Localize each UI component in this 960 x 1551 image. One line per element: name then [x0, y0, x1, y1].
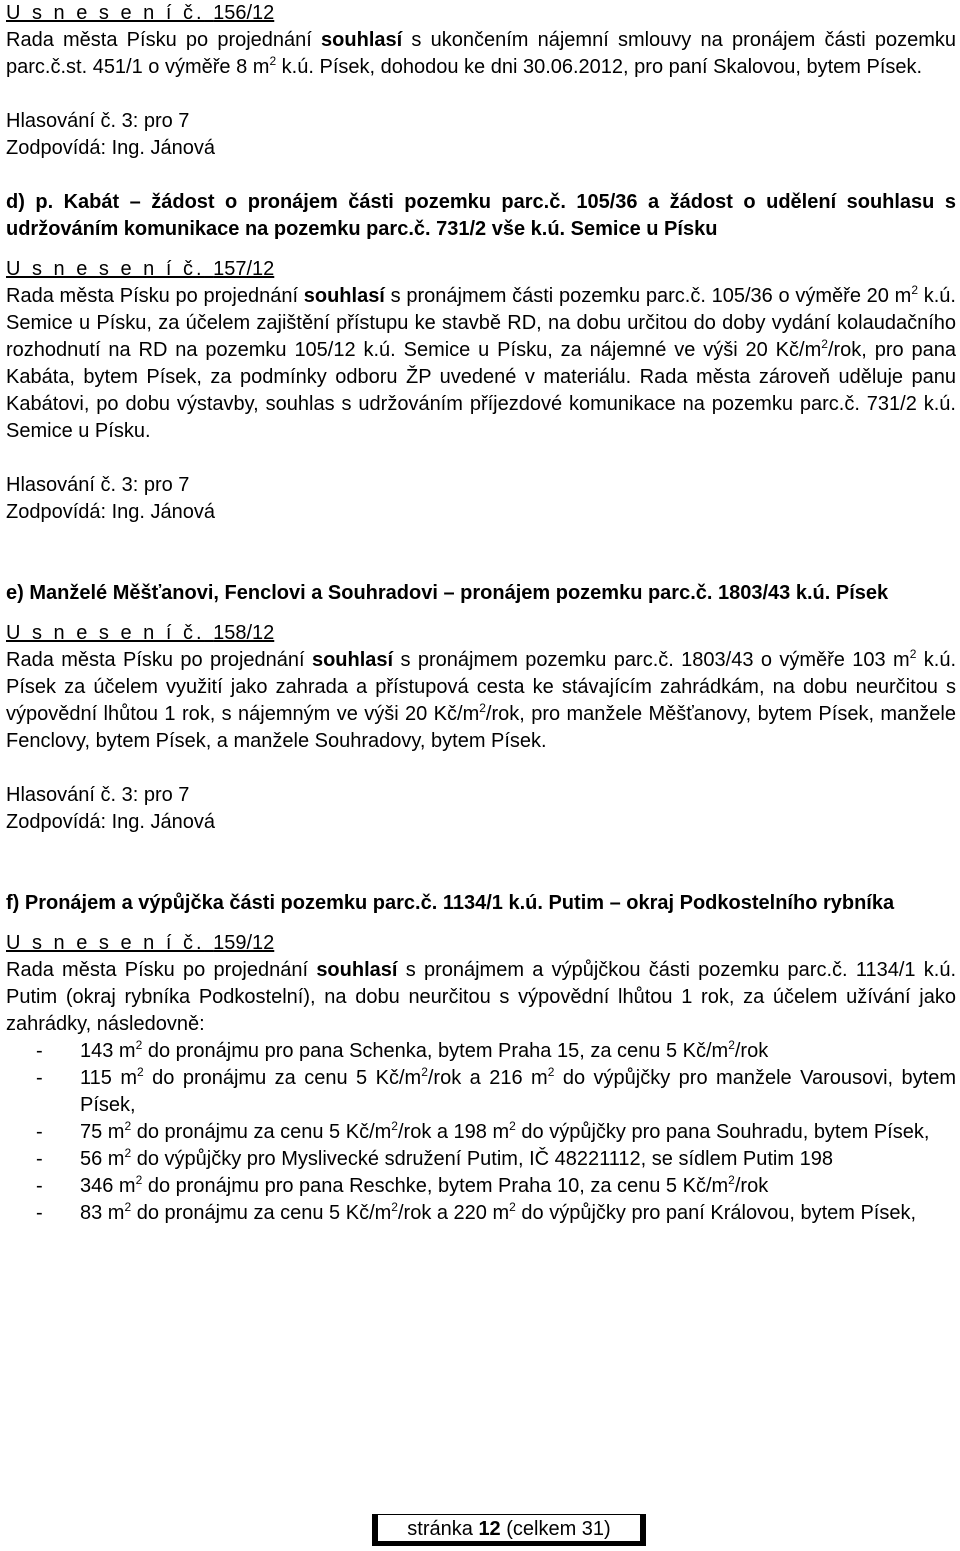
resolution-159: [6, 930, 956, 1227]
resolution-number: 156/12: [213, 2, 275, 24]
resolution-heading: [6, 256, 956, 283]
list-item: - 56 $m^2$ do výpůjčky pro Myslivecké sdružení Putim, IČ 48221112, se sídlem Putim 198: [36, 1146, 833, 1170]
page-number: 12: [478, 1518, 501, 1540]
resolution-157: [6, 256, 956, 526]
vote-line: Hlasování č. 3: pro 7: [6, 474, 190, 496]
list-item: - 346 $m^2$ do pronájmu pro pana Reschke, bytem Praha 10, za cenu 5 $Kč/m^2$/rok: [36, 1173, 769, 1197]
resolution-heading: [6, 930, 956, 957]
resolution-156: [6, 0, 956, 162]
resolution-label: U s n e s e n í č.: [6, 932, 205, 954]
responsible-line: Zodpovídá: Ing. Jánová: [6, 811, 216, 833]
list-item: - 115 $m^2$ do pronájmu za cenu 5 $Kč/m^2$/rok a 216 $m^2$ do výpůjčky pro manžele Varousovi, bytem Písek,: [36, 1065, 957, 1116]
resolution-heading: [6, 620, 956, 647]
resolution-heading: [6, 0, 956, 27]
resolution-text: Rada města Písku po projednání souhlasí s pronájmem části pozemku parc.č. 105/36 o výměře 20 $m^2$ k.ú. Semice u Písku, za účelem zajištění přístupu ke stavbě RD, na dobu určitou do doby vydání kolaudačního rozhodnutí na RD na pozemku 105/12 k.ú. Semice u Písku, za nájemné ve výši 20 $Kč/m^2$/rok, pro pana Kabáta, bytem Písek, za podmínky odboru ŽP uvedené v materiálu. Rada města zároveň uděluje panu Kabátovi, po dobu výstavby, souhlas s udržováním příjezdové komunikace na pozemku parc.č. 731/2 k.ú. Semice u Písku.: [6, 283, 956, 442]
vote-line: Hlasování č. 3: pro 7: [6, 784, 190, 806]
resolution-label: U s n e s e n í č.: [6, 258, 205, 280]
responsible-line: Zodpovídá: Ing. Jánová: [6, 501, 216, 523]
item-e-heading: e) Manželé Měšťanovi, Fenclovi a Souhradovi – pronájem pozemku parc.č. 1803/43 k.ú. Písek: [6, 582, 889, 604]
resolution-number: 157/12: [213, 258, 275, 280]
resolution-number: 158/12: [213, 622, 275, 644]
resolution-label: U s n e s e n í č.: [6, 622, 205, 644]
resolution-text: Rada města Písku po projednání souhlasí s ukončením nájemní smlouvy na pronájem části pozemku parc.č.st. 451/1 o výměře 8 $m^2$ k.ú. Písek, dohodou ke dni 30.06.2012, pro paní Skalovou, bytem Písek.: [6, 29, 956, 78]
vote-line: Hlasování č. 3: pro 7: [6, 110, 190, 132]
document-page: [6, 0, 956, 1227]
list-item: - 143 $m^2$ do pronájmu pro pana Schenka, bytem Praha 15, za cenu 5 $Kč/m^2$/rok: [36, 1038, 769, 1062]
resolution-158: [6, 620, 956, 836]
allocation-list: [6, 1038, 956, 1227]
item-d-heading: d) p. Kabát – žádost o pronájem části pozemku parc.č. 105/36 a žádost o udělení souhlasu s udržováním komunikace na pozemku parc.č. 731/2 vše k.ú. Semice u Písku: [6, 191, 956, 240]
item-f-heading: f) Pronájem a výpůjčka části pozemku parc.č. 1134/1 k.ú. Putim – okraj Podkostelního rybníka: [6, 892, 895, 914]
resolution-text: Rada města Písku po projednání souhlasí s pronájmem a výpůjčkou části pozemku parc.č. 1134/1 k.ú. Putim (okraj rybníka Podkostelní), na dobu neurčitou s výpovědní lhůtou 1 rok, za účelem užívání jako zahrádky, následovně:: [6, 959, 956, 1035]
list-item: - 75 $m^2$ do pronájmu za cenu 5 $Kč/m^2$/rok a 198 $m^2$ do výpůjčky pro pana Souhradu, bytem Písek,: [36, 1119, 930, 1143]
resolution-number: 159/12: [213, 932, 275, 954]
resolution-label: U s n e s e n í č.: [6, 2, 205, 24]
resolution-text: Rada města Písku po projednání souhlasí s pronájmem pozemku parc.č. 1803/43 o výměře 103 $m^2$ k.ú. Písek za účelem využití jako zahrada a přístupová cesta ke stávajícím zahrádkám, na dobu neurčitou s výpovědní lhůtou 1 rok, s nájemným ve výši 20 $Kč/m^2$/rok, pro manžele Měšťanovy, bytem Písek, manžele Fenclovy, bytem Písek, a manžele Souhradovy, bytem Písek.: [6, 647, 957, 752]
list-item: - 83 $m^2$ do pronájmu za cenu 5 $Kč/m^2$/rok a 220 $m^2$ do výpůjčky pro paní Královou, bytem Písek,: [36, 1200, 917, 1224]
responsible-line: Zodpovídá: Ing. Jánová: [6, 137, 216, 159]
page-footer: stránka 12 (celkem 31): [372, 1514, 646, 1546]
